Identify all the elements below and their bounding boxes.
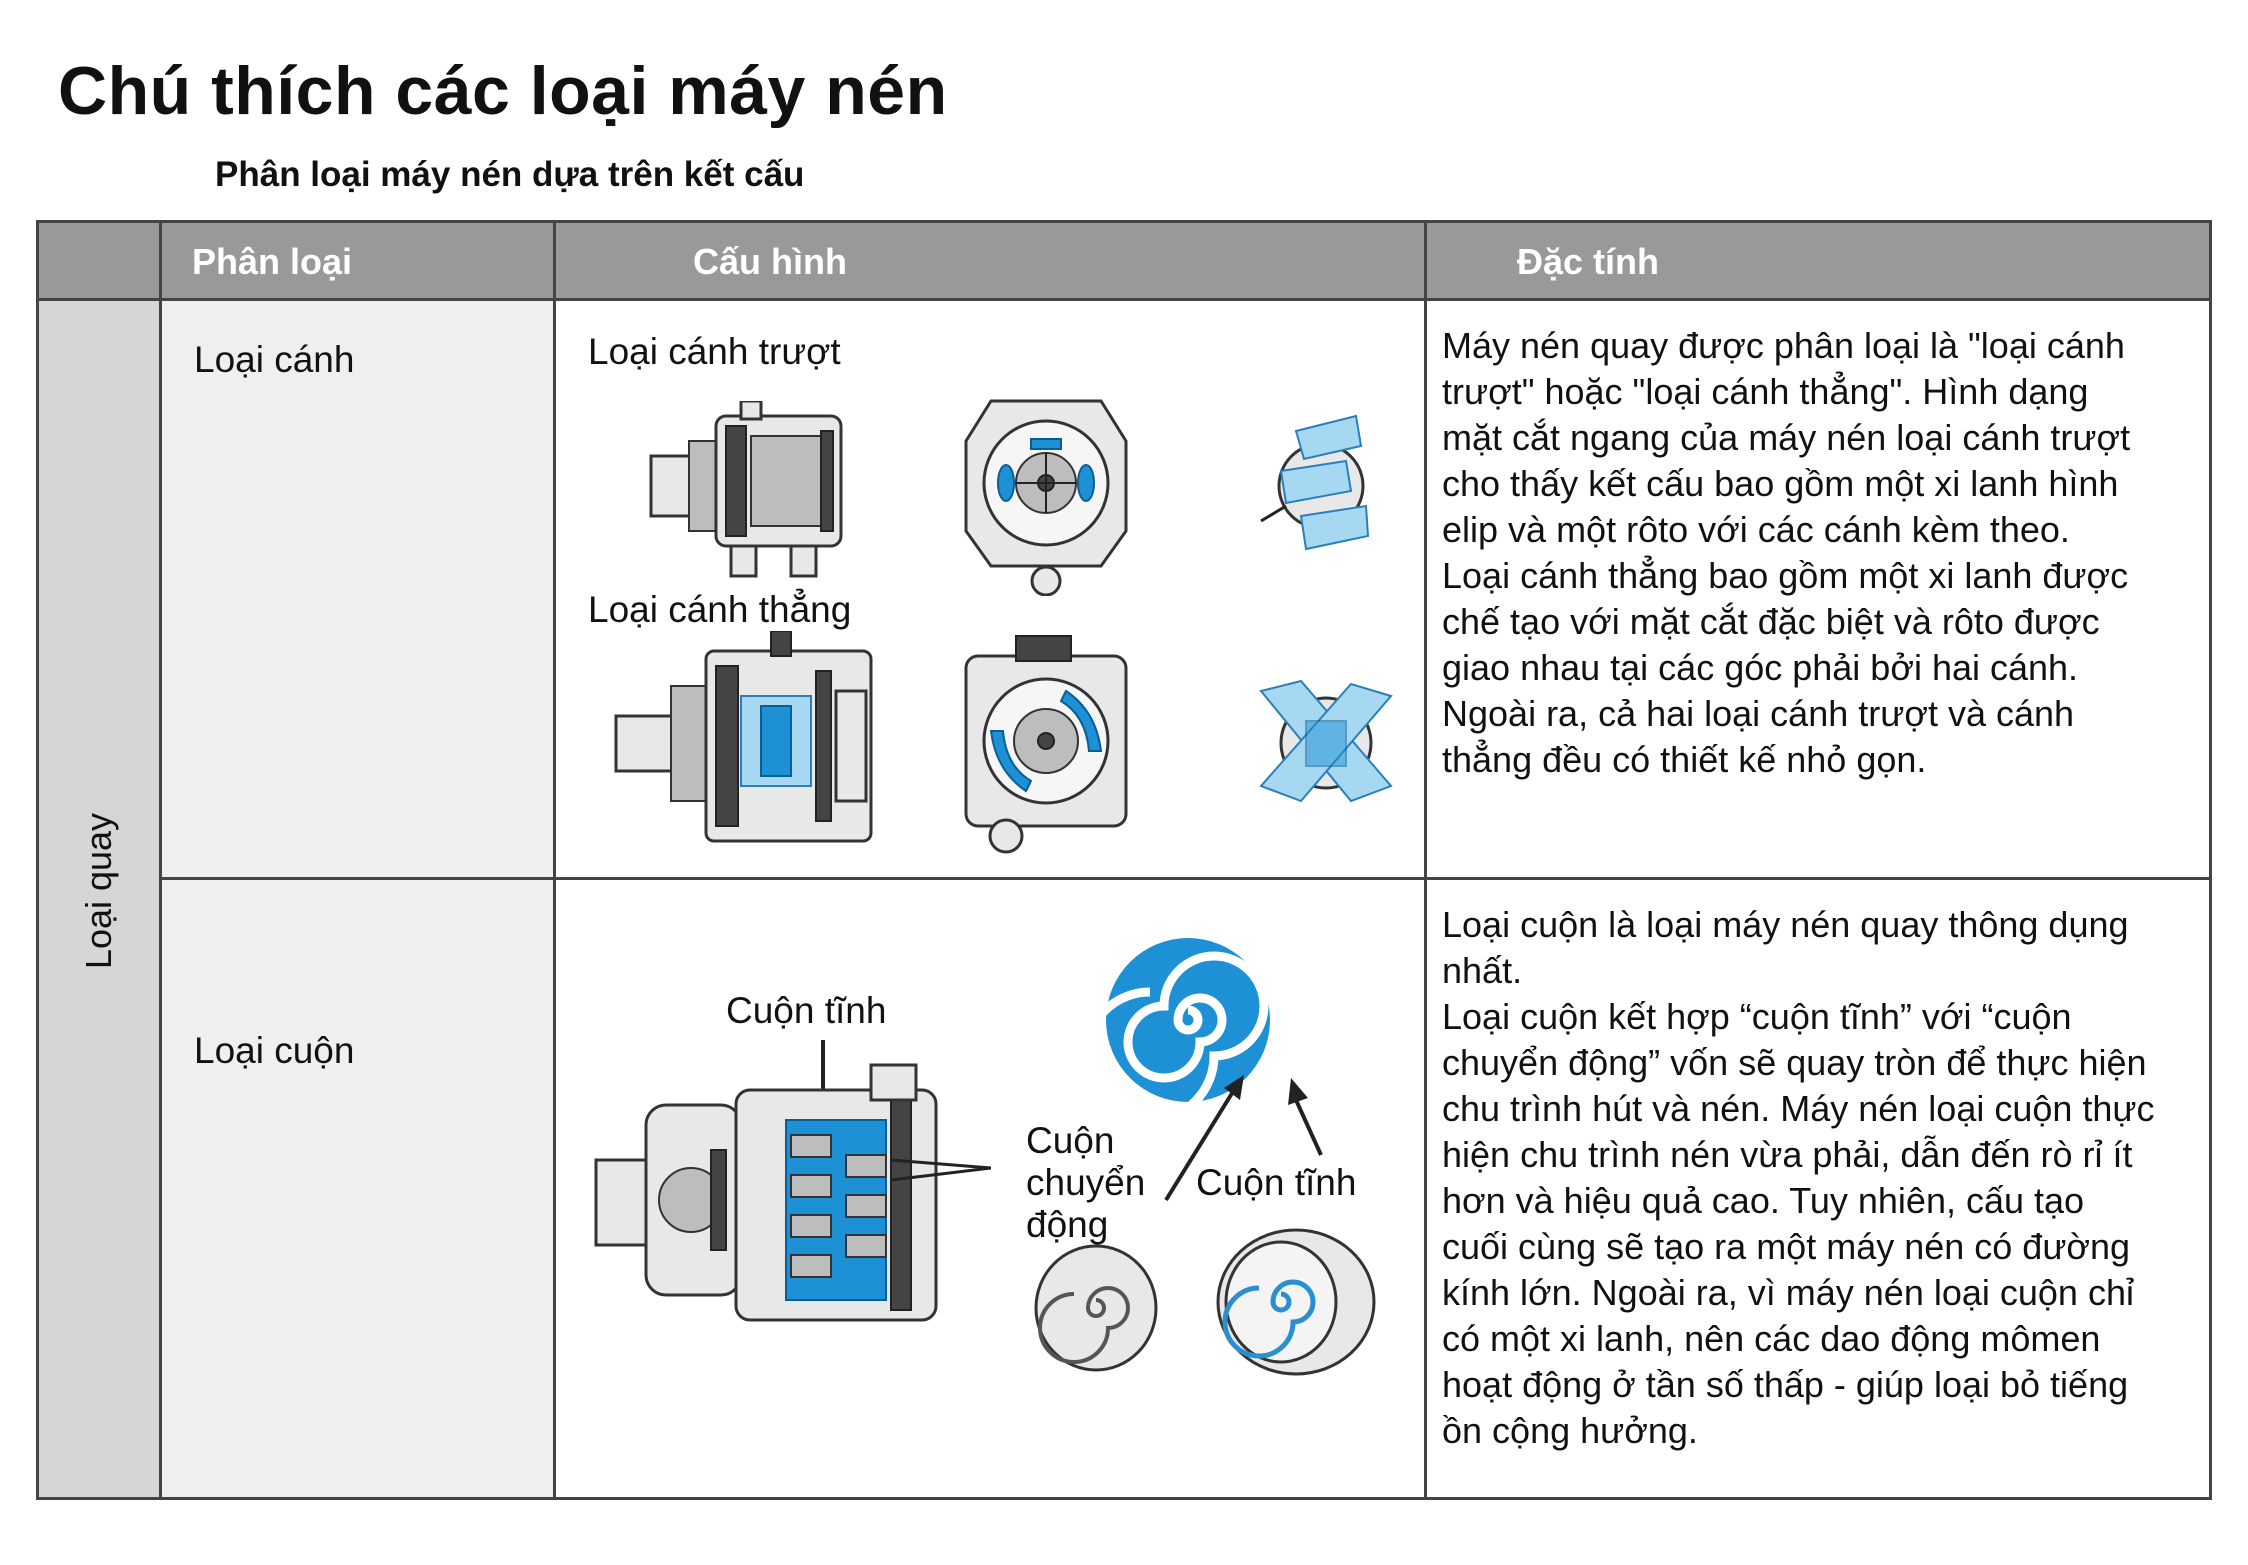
orbiting-scroll-label-line: chuyển — [1026, 1162, 1146, 1203]
straight-vane-front-view-icon — [951, 631, 1141, 856]
header-configuration-label: Cấu hình — [693, 241, 847, 282]
description-line: cuối cùng sẽ tạo ra một máy nén có đường — [1442, 1226, 2131, 1267]
row-vane-classification — [159, 298, 556, 880]
description-line: Ngoài ra, cả hai loại cánh trượt và cánh — [1442, 693, 2075, 734]
header-characteristics — [1424, 220, 2212, 301]
description-line: kính lớn. Ngoài ra, vì máy nén loại cuộn chỉ — [1442, 1272, 2134, 1313]
row-vane-classification-label: Loại cánh — [194, 339, 355, 380]
description-line: Máy nén quay được phân loại là "loại cánh — [1442, 325, 2125, 366]
description-line: thẳng đều có thiết kế nhỏ gọn. — [1442, 739, 1927, 780]
description-line: elip và một rôto với các cánh kèm theo. — [1442, 509, 2070, 550]
description-line: cho thấy kết cấu bao gồm một xi lanh hình — [1442, 463, 2119, 504]
row-vane-characteristics — [1424, 298, 2212, 880]
description-line: giao nhau tại các góc phải bởi hai cánh. — [1442, 647, 2079, 688]
header-characteristics-label: Đặc tính — [1517, 241, 1660, 282]
group-cell-rotary — [36, 298, 162, 1500]
description-line: Loại cuộn là loại máy nén quay thông dụng — [1442, 904, 2129, 945]
straight-vane-rotor-icon — [1251, 676, 1401, 811]
row-scroll-configuration — [553, 877, 1427, 1500]
header-configuration — [553, 220, 1427, 301]
fixed-scroll-label-right: Cuộn tĩnh — [1196, 1162, 1357, 1203]
description-line: hiện chu trình nén vừa phải, dẫn đến rò rỉ ít — [1442, 1134, 2133, 1175]
compressor-table — [36, 220, 2212, 1500]
page-subtitle: Phân loại máy nén dựa trên kết cấu — [215, 155, 805, 194]
description-line: có một xi lanh, nên các dao động mômen — [1442, 1318, 2101, 1359]
description-line: trượt" hoặc "loại cánh thẳng". Hình dạng — [1442, 371, 2089, 412]
row-scroll-description — [1442, 902, 2199, 1454]
straight-vane-label: Loại cánh thẳng — [588, 589, 852, 630]
header-blank-cell — [36, 220, 162, 301]
sliding-vane-front-view-icon — [951, 381, 1141, 596]
group-label-rotary: Loại quay — [78, 812, 119, 970]
header-classification-label: Phân loại — [192, 241, 353, 282]
description-line: nhất. — [1442, 950, 1523, 991]
description-line: ồn cộng hưởng. — [1442, 1410, 1698, 1451]
straight-vane-side-section-icon — [611, 631, 881, 856]
scroll-callout-arrows-icon — [1156, 1060, 1406, 1210]
scroll-compressor-section-icon — [591, 1040, 991, 1340]
header-classification — [159, 220, 556, 301]
sliding-vane-side-section-icon — [641, 401, 851, 586]
orbiting-scroll-label-line: động — [1026, 1204, 1109, 1245]
row-scroll-characteristics — [1424, 877, 2212, 1500]
description-line: hơn và hiệu quả cao. Tuy nhiên, cấu tạo — [1442, 1180, 2085, 1221]
sliding-vane-label: Loại cánh trượt — [588, 331, 841, 372]
description-line: hoạt động ở tần số thấp - giúp loại bỏ tiếng — [1442, 1364, 2129, 1405]
page-title: Chú thích các loại máy nén — [58, 53, 948, 129]
orbiting-scroll-label — [1026, 1120, 1145, 1246]
description-line: Loại cánh thẳng bao gồm một xi lanh được — [1442, 555, 2129, 596]
row-scroll-classification — [159, 877, 556, 1500]
orbiting-scroll-part-icon — [1026, 1240, 1166, 1375]
fixed-scroll-label-top: Cuộn tĩnh — [726, 990, 887, 1031]
orbiting-scroll-label-line: Cuộn — [1026, 1120, 1115, 1161]
description-line: chuyển động” vốn sẽ quay tròn để thực hiện — [1442, 1042, 2147, 1083]
description-line: Loại cuộn kết hợp “cuộn tĩnh” với “cuộn — [1442, 996, 2072, 1037]
sliding-vane-rotor-icon — [1256, 411, 1396, 561]
description-line: chu trình hút và nén. Máy nén loại cuộn thực — [1442, 1088, 2155, 1129]
fixed-scroll-part-icon — [1211, 1220, 1381, 1380]
description-line: chế tạo với mặt cắt đặc biệt và rôto được — [1442, 601, 2100, 642]
description-line: mặt cắt ngang của máy nén loại cánh trượt — [1442, 417, 2131, 458]
row-vane-description — [1442, 323, 2199, 783]
row-scroll-classification-label: Loại cuộn — [194, 1030, 355, 1071]
row-vane-configuration — [553, 298, 1427, 880]
